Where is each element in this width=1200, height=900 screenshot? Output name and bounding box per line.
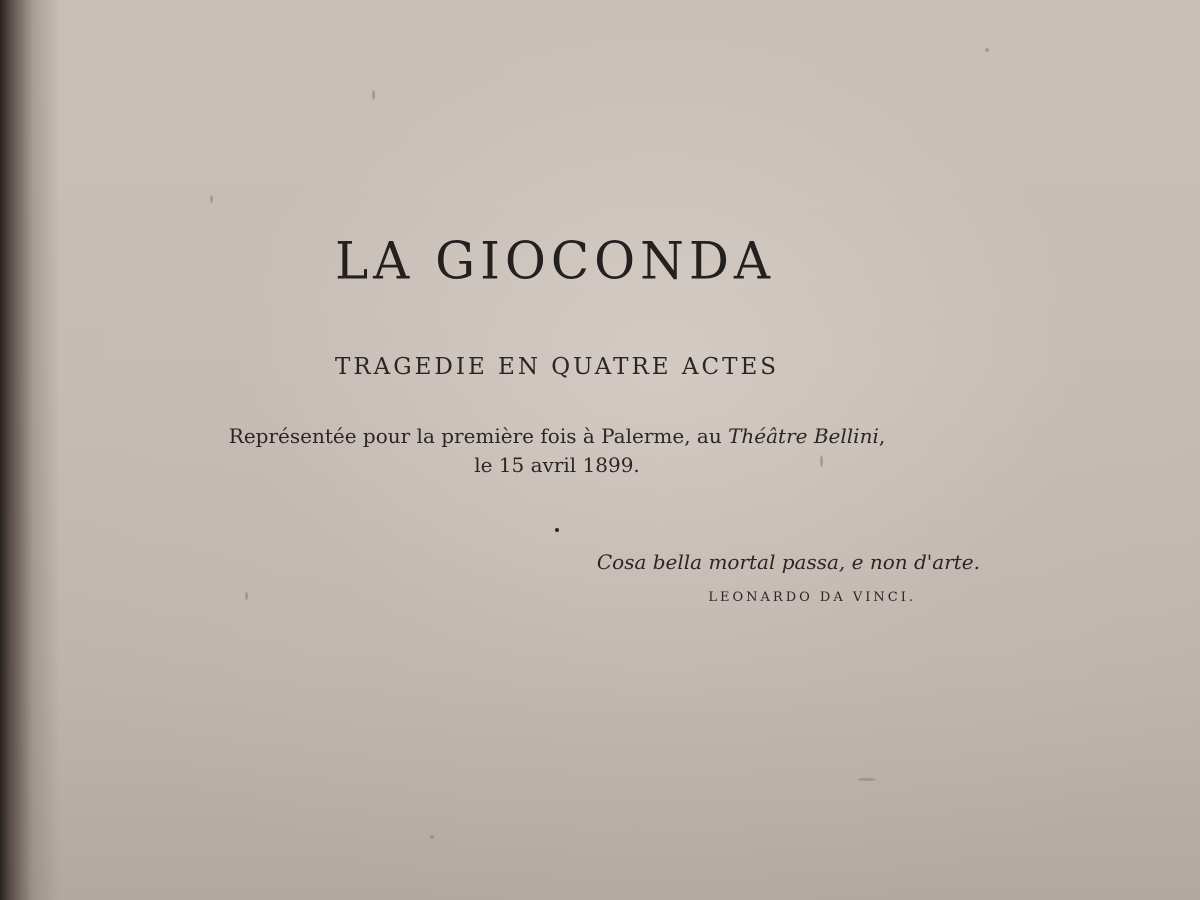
paper-fleck	[210, 195, 213, 203]
paper-fleck	[985, 48, 989, 52]
epigraph-quote: Cosa bella mortal passa, e non d'arte.	[596, 550, 980, 574]
page-title: LA GIOCONDA	[334, 231, 776, 291]
paper-fleck	[372, 90, 375, 100]
premiere-date: le 15 avril 1899.	[474, 453, 640, 477]
premiere-note	[0, 422, 1114, 480]
paper-fleck	[858, 778, 876, 781]
paper-fleck	[430, 835, 434, 839]
premiere-text: Représentée pour la première fois à Palerme, au	[228, 424, 729, 448]
page-subtitle: TRAGEDIE EN QUATRE ACTES	[334, 354, 780, 380]
premiere-punctuation: ,	[878, 424, 886, 448]
epigraph-author: LEONARDO DA VINCI.	[708, 590, 916, 605]
paper-fleck	[245, 592, 248, 600]
printer-dot	[555, 528, 559, 532]
premiere-venue: Théâtre Bellini	[728, 424, 879, 448]
